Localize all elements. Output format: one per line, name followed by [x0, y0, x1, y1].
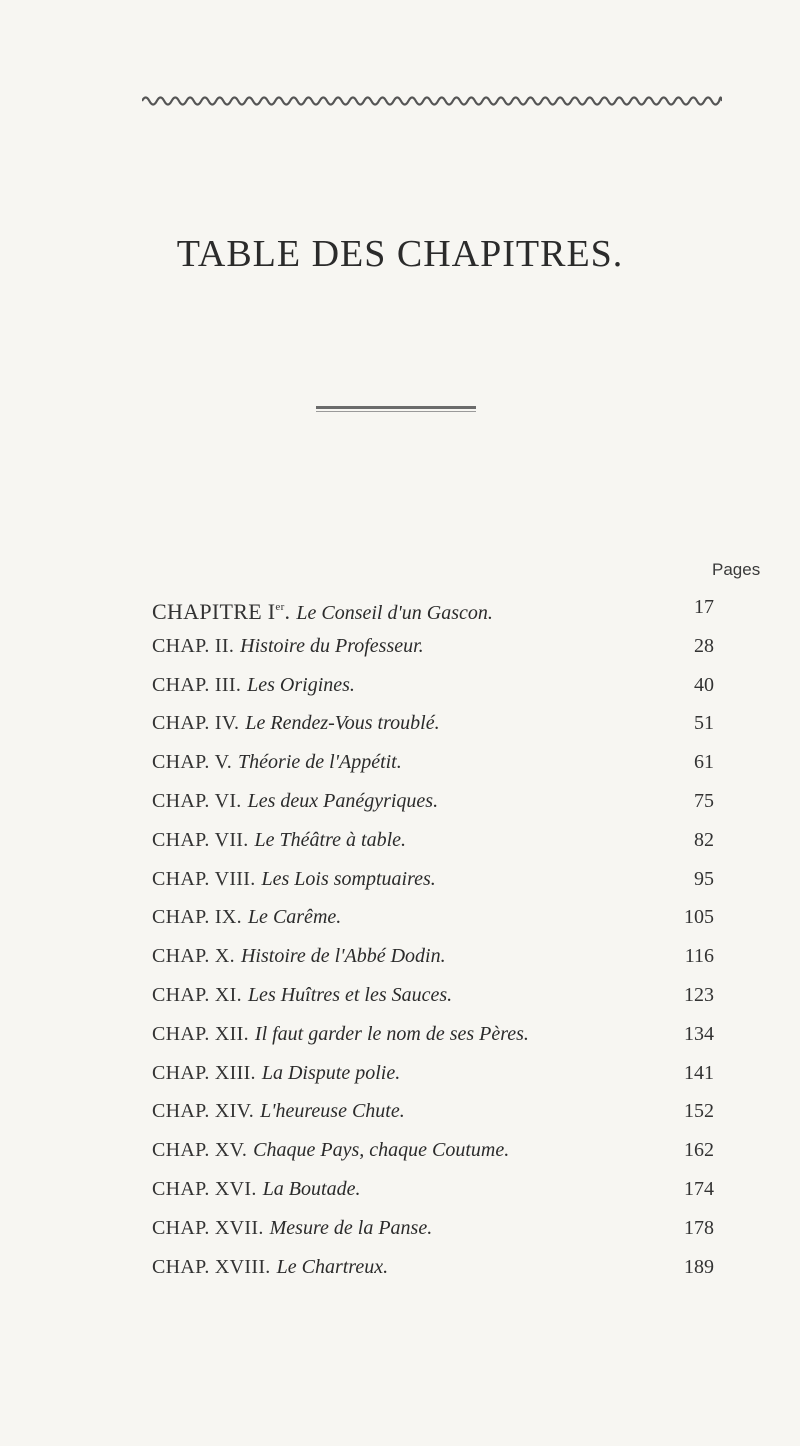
- chapter-label: CHAP. VIII.: [152, 867, 256, 890]
- title-divider: [316, 406, 476, 409]
- toc-row: [152, 1054, 714, 1093]
- chapter-title: Les Lois somptuaires.: [261, 867, 436, 890]
- page-number: 17: [694, 596, 714, 618]
- chapter-title: Les Origines.: [247, 673, 355, 696]
- toc-row: [152, 1170, 714, 1209]
- pages-column-header: Pages: [712, 560, 761, 579]
- chapter-title: Histoire du Professeur.: [240, 634, 424, 657]
- chapter-label: CHAP. XII.: [152, 1022, 249, 1045]
- toc-row: [152, 704, 714, 743]
- chapter-title: Le Rendez-Vous troublé.: [245, 712, 440, 735]
- chapter-label: CHAPITRE Ier.: [152, 599, 291, 624]
- page-number: 40: [694, 673, 714, 696]
- chapter-title: L'heureuse Chute.: [260, 1100, 405, 1123]
- toc-row: [152, 588, 714, 627]
- chapter-label: CHAP. XIV.: [152, 1100, 255, 1123]
- chapter-title: Chaque Pays, chaque Coutume.: [253, 1139, 510, 1162]
- page-number: 178: [684, 1216, 714, 1239]
- page-title: TABLE DES CHAPITRES.: [176, 233, 624, 275]
- page-number: 75: [694, 789, 714, 812]
- table-of-contents: [152, 588, 714, 1286]
- toc-row: [152, 1092, 714, 1131]
- toc-row: [152, 937, 714, 976]
- chapter-label: CHAP. VII.: [152, 828, 249, 851]
- chapter-title: Le Conseil d'un Gascon.: [296, 602, 493, 624]
- page-number: 116: [684, 945, 714, 968]
- chapter-label: CHAP. VI.: [152, 789, 242, 812]
- toc-row: [152, 627, 714, 666]
- chapter-label: CHAP. II.: [152, 634, 235, 657]
- chapter-title: Le Carême.: [247, 906, 342, 929]
- toc-row: [152, 743, 714, 782]
- page-number: 95: [694, 867, 714, 890]
- chapter-title: Les deux Panégyriques.: [247, 789, 439, 812]
- chapter-title: Théorie de l'Appétit.: [238, 751, 402, 774]
- toc-row: [152, 1015, 714, 1054]
- chapter-label: CHAP. XIII.: [152, 1061, 256, 1084]
- chapter-label: CHAP. IX.: [152, 906, 242, 929]
- chapter-label: CHAP. XVIII.: [152, 1255, 271, 1278]
- chapter-title: Il faut garder le nom de ses Pères.: [254, 1022, 529, 1045]
- chapter-title: Le Théâtre à table.: [254, 828, 407, 851]
- chapter-label: CHAP. V.: [152, 751, 233, 774]
- chapter-title: La Dispute polie.: [261, 1061, 401, 1084]
- wave-border-ornament-icon: [142, 92, 722, 110]
- toc-row: [152, 898, 714, 937]
- toc-row: [152, 976, 714, 1015]
- chapter-label: CHAP. X.: [152, 945, 235, 968]
- toc-row: [152, 666, 714, 705]
- page-number: 141: [684, 1061, 714, 1084]
- chapter-label: CHAP. XI.: [152, 983, 242, 1006]
- page-number: 152: [684, 1100, 714, 1123]
- toc-row: [152, 1209, 714, 1248]
- chapter-label: CHAP. XV.: [152, 1139, 248, 1162]
- chapter-title: Le Chartreux.: [276, 1255, 389, 1278]
- page-number: 123: [684, 983, 714, 1006]
- page-number: 28: [694, 634, 714, 657]
- chapter-label: CHAP. IV.: [152, 712, 240, 735]
- toc-row: [152, 860, 714, 899]
- chapter-title: Histoire de l'Abbé Dodin.: [240, 945, 446, 968]
- page-number: 82: [694, 828, 714, 851]
- chapter-title: Mesure de la Panse.: [269, 1216, 433, 1239]
- chapter-label: CHAP. III.: [152, 673, 242, 696]
- page-number: 105: [684, 906, 714, 929]
- toc-row: [152, 782, 714, 821]
- page-number: 61: [694, 751, 714, 774]
- page-number: 162: [684, 1139, 714, 1162]
- toc-row: [152, 821, 714, 860]
- toc-row: [152, 1248, 714, 1287]
- chapter-label: CHAP. XVII.: [152, 1216, 264, 1239]
- page-number: 189: [684, 1255, 714, 1278]
- title-divider-thin: [316, 411, 476, 412]
- page-number: 134: [684, 1022, 714, 1045]
- chapter-title: Les Huîtres et les Sauces.: [247, 983, 453, 1006]
- chapter-label: CHAP. XVI.: [152, 1177, 257, 1200]
- page-number: 174: [684, 1177, 714, 1200]
- toc-row: [152, 1131, 714, 1170]
- chapter-title: La Boutade.: [262, 1177, 361, 1200]
- page-number: 51: [694, 712, 714, 735]
